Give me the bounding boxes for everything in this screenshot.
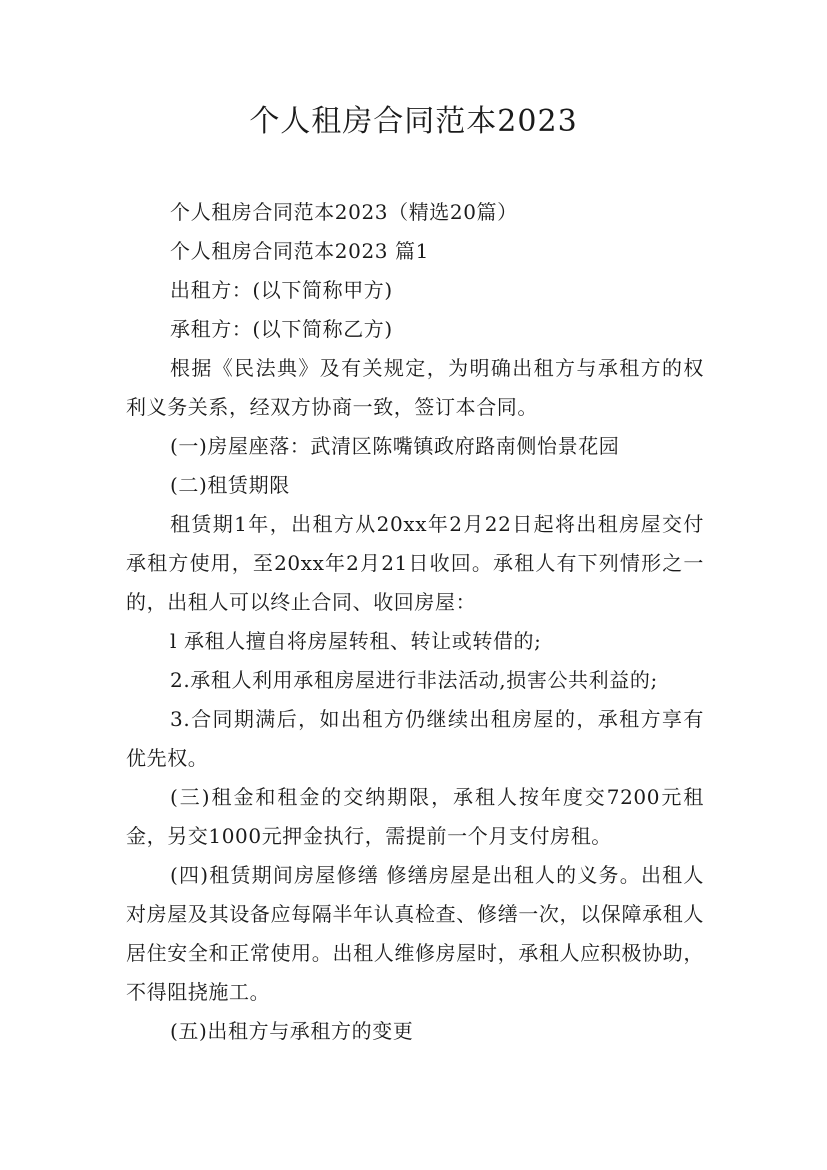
paragraph-repairs: (四)租赁期间房屋修缮 修缮房屋是出租人的义务。出租人对房屋及其设备应每隔半年认真检查、修缮一次，以保障承租人居住安全和正常使用。出租人维修房屋时，承租人应积极协助，不得阻挠施工。 [126,863,704,1004]
paragraph-subtitle: 个人租房合同范本2023（精选20篇） [170,200,518,224]
paragraph-property-location: (一)房屋座落：武清区陈嘴镇政府路南侧怡景花园 [170,434,620,458]
document-body [126,193,704,1051]
paragraph-changes-heading: (五)出租方与承租方的变更 [170,1019,414,1043]
paragraph-lessee: 承租方：(以下简称乙方) [170,317,393,341]
paragraph-lessor: 出租方：(以下简称甲方) [170,278,393,302]
paragraph-preamble: 根据《民法典》及有关规定，为明确出租方与承租方的权利义务关系，经双方协商一致，签订本合同。 [126,356,704,419]
paragraph-rent: (三)租金和租金的交纳期限，承租人按年度交7200元租金，另交1000元押金执行，需提前一个月支付房租。 [126,785,704,848]
paragraph-clause-3: 3.合同期满后，如出租方仍继续出租房屋的，承租方享有优先权。 [126,707,704,770]
document-title: 个人租房合同范本2023 [249,104,578,139]
paragraph-section-heading: 个人租房合同范本2023 篇1 [170,239,429,263]
paragraph-lease-term-heading: (二)租赁期限 [170,473,290,497]
paragraph-clause-1: l 承租人擅自将房屋转租、转让或转借的; [170,629,542,653]
paragraph-lease-term: 租赁期1年，出租方从20xx年2月22日起将出租房屋交付承租方使用，至20xx年2月21日收回。承租人有下列情形之一的，出租人可以终止合同、收回房屋： [126,512,704,614]
paragraph-clause-2: 2.承租人利用承租房屋进行非法活动,损害公共利益的; [170,668,658,692]
